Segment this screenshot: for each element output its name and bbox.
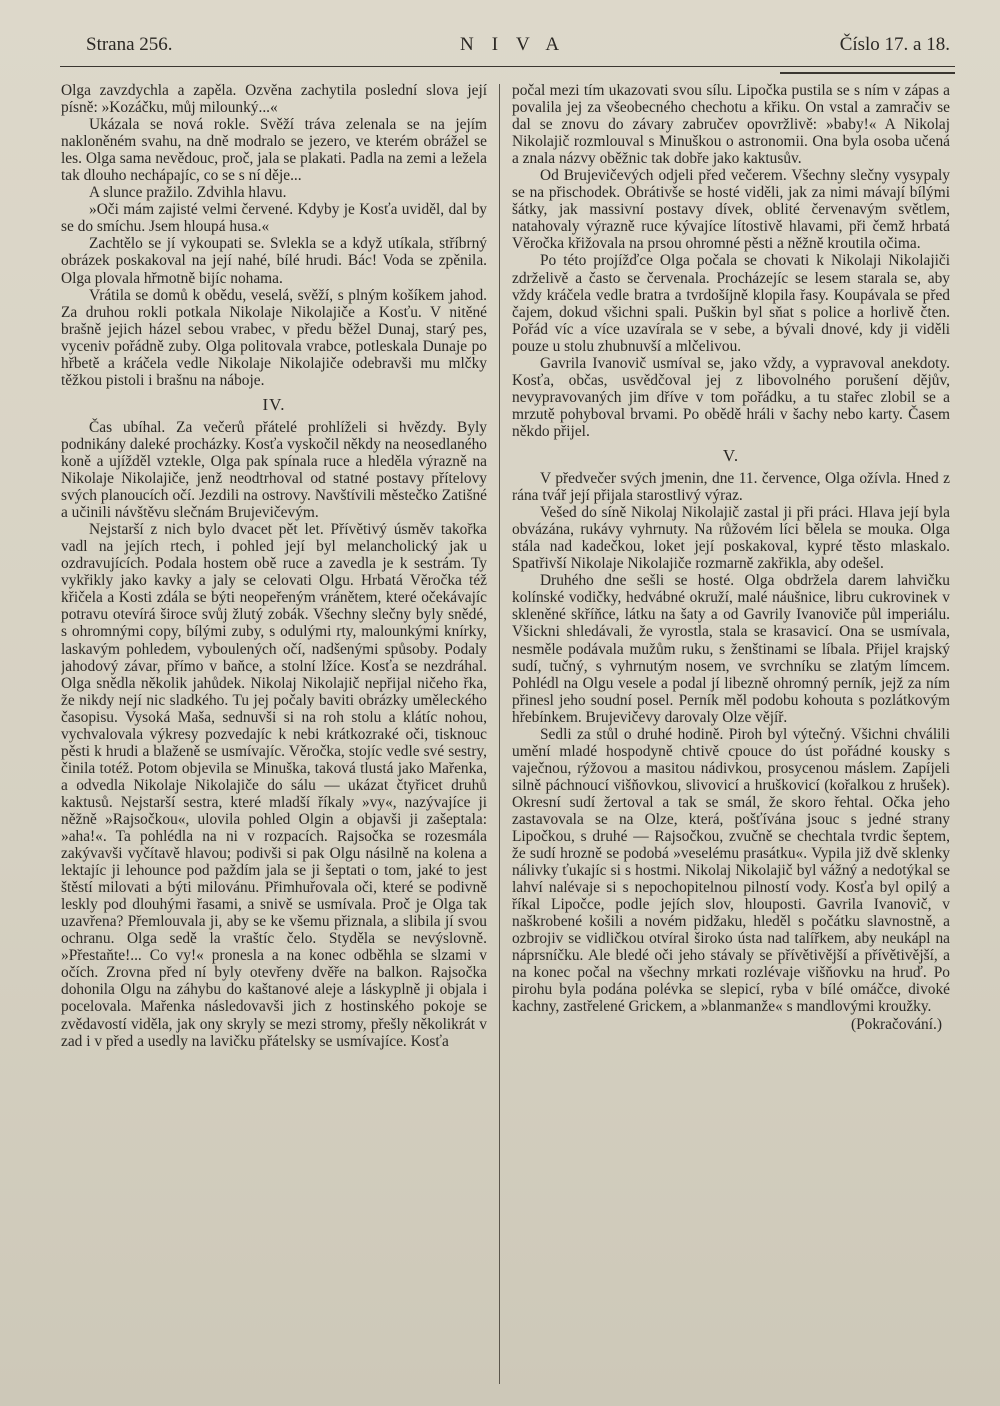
paragraph: Vrátila se domů k obědu, veselá, svěží, s plným košíkem jahod. Za druhou rokli potkala Nikolaje Nikolajiče a Kosťu. V nitěné brašně jejich házel sebou vrabec, v předu běžel Dunaj, starý pes, vyceniv pořádně zuby. Olga politovala vrabce, potleskala Dunaje po hřbetě a kráčela vedle Nikolaje Nikolajiče odebravši mu mlčky těžkou pistoli i brašnu na náboje. <box>61 286 487 389</box>
column-divider <box>499 84 500 1384</box>
page-header <box>60 34 950 68</box>
paragraph: V předvečer svých jmenin, dne 11. července, Olga ožívla. Hned z rána tvář její přijala starostlivý výraz. <box>512 470 950 505</box>
paragraph: Gavrila Ivanovič usmíval se, jako vždy, a vypravoval anekdoty. Kosťa, občas, usvědčoval jej z libovolného porušení dějův, nevypravovaných jim dříve v tom pořádku, a tu stařec zlobil se a mrzutě pohyboval brvami. Po obědě hráli v šachy nebo karty. Časem někdo přijel. <box>512 354 950 440</box>
journal-title: NIVA <box>460 34 578 55</box>
chapter-heading: IV. <box>262 394 286 414</box>
right-column <box>512 82 950 1382</box>
paragraph: Po této projížďce Olga počala se chovati k Nikolaji Nikolajiči zdrželivě a často se červenala. Procházejíc se lesem starala se, aby vždy kráčela vedle bratra a tvrdošíjně klopila řasy. Koupávala se před čajem, dokud všichni spali. Puškin byl sňat s police a horlivě čten. Pořád víc a více uzavírala se v sebe, a bývali dnové, kdy ji viděli pouze u stolu zhubnuvší a mlčelivou. <box>512 252 950 355</box>
left-column <box>61 82 487 1382</box>
paragraph: Nejstarší z nich bylo dvacet pět let. Přívětivý úsměv takořka vadl na jejích rtech, i pohled její byl melancholický jak u ozdravujících. Podala hostem obě ruce a zavedla je k sestrám. Ty vykřikly jako kavky a jaly se celovati Olgu. Hrbatá Věročka též křičela a Kosti zdála se býti neopeřeným vránětem, které očekávajíc potravu otevírá široce svůj žlutý zobák. Všechny slečny byly snědé, s ohromnými copy, bílými zuby, s odulými rty, malounkými knírky, laskavým pohledem, vyboulených očí, nadšenými spůsoby. Podaly jahodový závar, přímo v baňce, a stolní lžíce. Kosťa se nezdráhal. Olga snědla několik jahůdek. Nikolaj Nikolajič nepřijal ničeho řka, že nikdy nejí nic sladkého. Tu jej počaly baviti obrázky uměleckého časopisu. Vysoká Maša, sednuvši si na roh stolu a klátíc nohou, vychvalovala výkresy pozvedajíc k nebi krátkozraké oči, tisknouc pěsti k hrudi a blaženě se usmívajíc. Věročka, stojíc vedle své sestry, činila totéž. Potom objevila se Minuška, taková tlustá jako Mařenka, a odvedla Nikolaje Nikolajiče do sálu — ukázat čtyřicet druhů kaktusů. Nejstarší sestra, které mladší říkaly »vy«, nazývajíce ji něžně »Rajsočkou«, ulovila pohled Olgin a objavši ji zašeptala: »aha!«. Ta pohlédla na ni v rozpacích. Rajsočka se rozesmála zakývavši vyčítavě hlavou; podivši si pak Olgu násilně na kolena a lektajíc ji lehounce pod paždím jala se ji šeptati o tom, jaké to jest štěstí milovati a býti milovánu. Přimhuřovala oči, které se podivně leskly pod dlouhými řasami, a snivě se usmívala. Proč je Olga tak uzavřena? Přemlouvala ji, aby se ke všemu přiznala, a slibila jí svou ochranu. Olga sedě la vraštíc čelo. Styděla se nevýslovně. »Přestaňte!... Co vy!« pronesla a na konec odběhla se slzami v očích. Zrovna před ní byly otevřeny dvěře na balkon. Rajsočka dohonila Olgu na záhybu do kaštanové aleje a láskyplně ji objala i pocelovala. Mařenka následovavši jich z hostinského pokoje se zvědavostí viděla, jak ony skryly se mezi stromy, přešly několikrát v zad i v před a usedly na lavičku přátelsky se usmívajíce. Kosťa <box>61 521 487 1050</box>
paragraph: Od Brujevičevých odjeli před večerem. Všechny slečny vysypaly se na přischodek. Obrátivše se hosté viděli, jak za nimi mávají bílými šátky, jak massivní postavy dívek, oblité červenavým světlem, natahovaly výrazně ruce kývajíce lítostivě hlavami, při čemž hrbatá Věročka křižovala na prsou ohromné pěsti a něžně kroutila očima. <box>512 167 950 253</box>
paragraph: počal mezi tím ukazovati svou sílu. Lipočka pustila se s ním v zápas a povalila jej za všeobecného chechotu a křiku. On vstal a zamračiv se dal se znovu do závary zabručev opovržlivě: »baby!« A Nikolaj Nikolajič rozmlouval s Minuškou o astronomii. Ona byla osoba učená a znala názvy oběžnic tak dobře jako kaktusův. <box>512 82 950 168</box>
page-number: Strana 256. <box>86 34 173 55</box>
paragraph: Ukázala se nová rokle. Svěží tráva zelenala se na jejím nakloněném svahu, na dně modralo se jezero, ve kterém obrážel se les. Olga sama nevědouc, proč, jala se plakati. Padla na zemi a ležela tak dlouho nechápajíc, co se s ní děje... <box>61 116 487 185</box>
paragraph: Druhého dne sešli se hosté. Olga obdržela darem lahvičku kolínské vodičky, hedvábné okruží, malé náušnice, libru cukrovinek v skleněné skříňce, látku na šaty a od Gavrily Ivanoviče půl imperiálu. Všickni shledávali, že vyrostla, stala se krasavicí. Ona se usmívala, nesměle podávala mužům ruku, s ženštinami se líbala. Přijel krajský sudí, tučný, s vyhrnutým nosem, ve svrchníku se zlatým límcem. Pohlédl na Olgu vesele a podal jí libezně ohromný perník, jejž za ním přinesl jeho soudní posel. Perník měl podobu kohouta s pozlátkovým hřebínkem. Brujevičevy darovaly Olze vějíř. <box>512 572 950 726</box>
continuation-note: (Pokračování.) <box>850 1015 942 1033</box>
header-rule <box>60 66 955 67</box>
paragraph: »Oči mám zajisté velmi červené. Kdyby je Kosťa uviděl, dal by se do smíchu. Jsem hloupá husa.« <box>61 201 487 236</box>
paragraph: Sedli za stůl o druhé hodině. Piroh byl výtečný. Všichni chválili umění mladé hospodyně chtivě cpouce do úst pořádné kousky s vaječnou, rýžovou a masitou nádivkou, prosycenou máslem. Zapíjeli silně páchnoucí višňovkou, slivovicí a hruškovicí (kořalkou z hrušek). Okresní sudí žertoval a tak se smál, že skoro řehtal. Očka jeho zastavovala se na Olze, která, pošťívána jsouc s jedné strany Lipočkou, s druhé — Rajsočkou, zvučně se chechtala tvrdic šeptem, že sudí hrozně se podobá »veselému prasátku«. Vypila již dvě sklenky nálivky ťukajíc si s hostmi. Nikolaj Nikolajič byl vážný a nedotýkal se lahví nalévaje si s nepochopitelnou pilností vody. Kosťa byl opilý a říkal Lipočce, podle jejích slov, hlouposti. Gavrila Ivanovič, v naškrobené košili a novém pidžaku, hleděl s počátku slavnostně, a ozbrojiv se vidličkou otvíral široko ústa nad talířkem, aby neukápl na náprsníčku. Ale bledé oči jeho stávaly se přívětivější a přívětivější, a na konec počal na všechny mrkati rozlévaje višňovku na hruď. Po pirohu byla podána polévka se slepicí, ryba v bílé omáčce, divoké kachny, zastřelené Grickem, a »blanmanže« s mandlovými kroužky. <box>512 725 950 1016</box>
paragraph: Vešed do síně Nikolaj Nikolajič zastal ji při práci. Hlava její byla obvázána, rukávy vyhrnuty. Na růžovém líci bělela se mouka. Olga stála nad kadečkou, loket její poskakoval, kypré těsto mlaskalo. Spatřivší Nikolaje Nikolajiče rozmarně zakřikla, aby odešel. <box>512 504 950 573</box>
header-rule-double <box>780 72 955 74</box>
issue-number: Číslo 17. a 18. <box>839 34 950 55</box>
paragraph: Zachtělo se jí vykoupati se. Svlekla se a když utíkala, stříbrný obrázek poskakoval na její nahé, bílé hrudi. Bác! Voda se zpěnila. Olga plovala hřmotně bijíc nohama. <box>61 235 487 287</box>
paragraph: A slunce pražilo. Zdvihla hlavu. <box>89 184 287 202</box>
paragraph: Čas ubíhal. Za večerů přátelé prohlíželi si hvězdy. Byly podnikány daleké procházky. Kosťa vyskočil někdy na neosedlaného koně a ujížděl vzteklе, Olga pak spínala ruce a hleděla výrazně na Nikolaje Nikolajiče, jenž neodtrhoval od statné postavy přítelovy svých planoucích očí. Jezdili na ostrovy. Navštívili městečko Zatišné a učinili návštěvu slečnám Brujevičevým. <box>61 418 487 522</box>
paragraph: Olga zavzdychla a zapěla. Ozvěna zachytila poslední slova její písně: »Kozáčku, můj milounký...« <box>61 82 487 117</box>
chapter-heading: V. <box>722 445 740 465</box>
